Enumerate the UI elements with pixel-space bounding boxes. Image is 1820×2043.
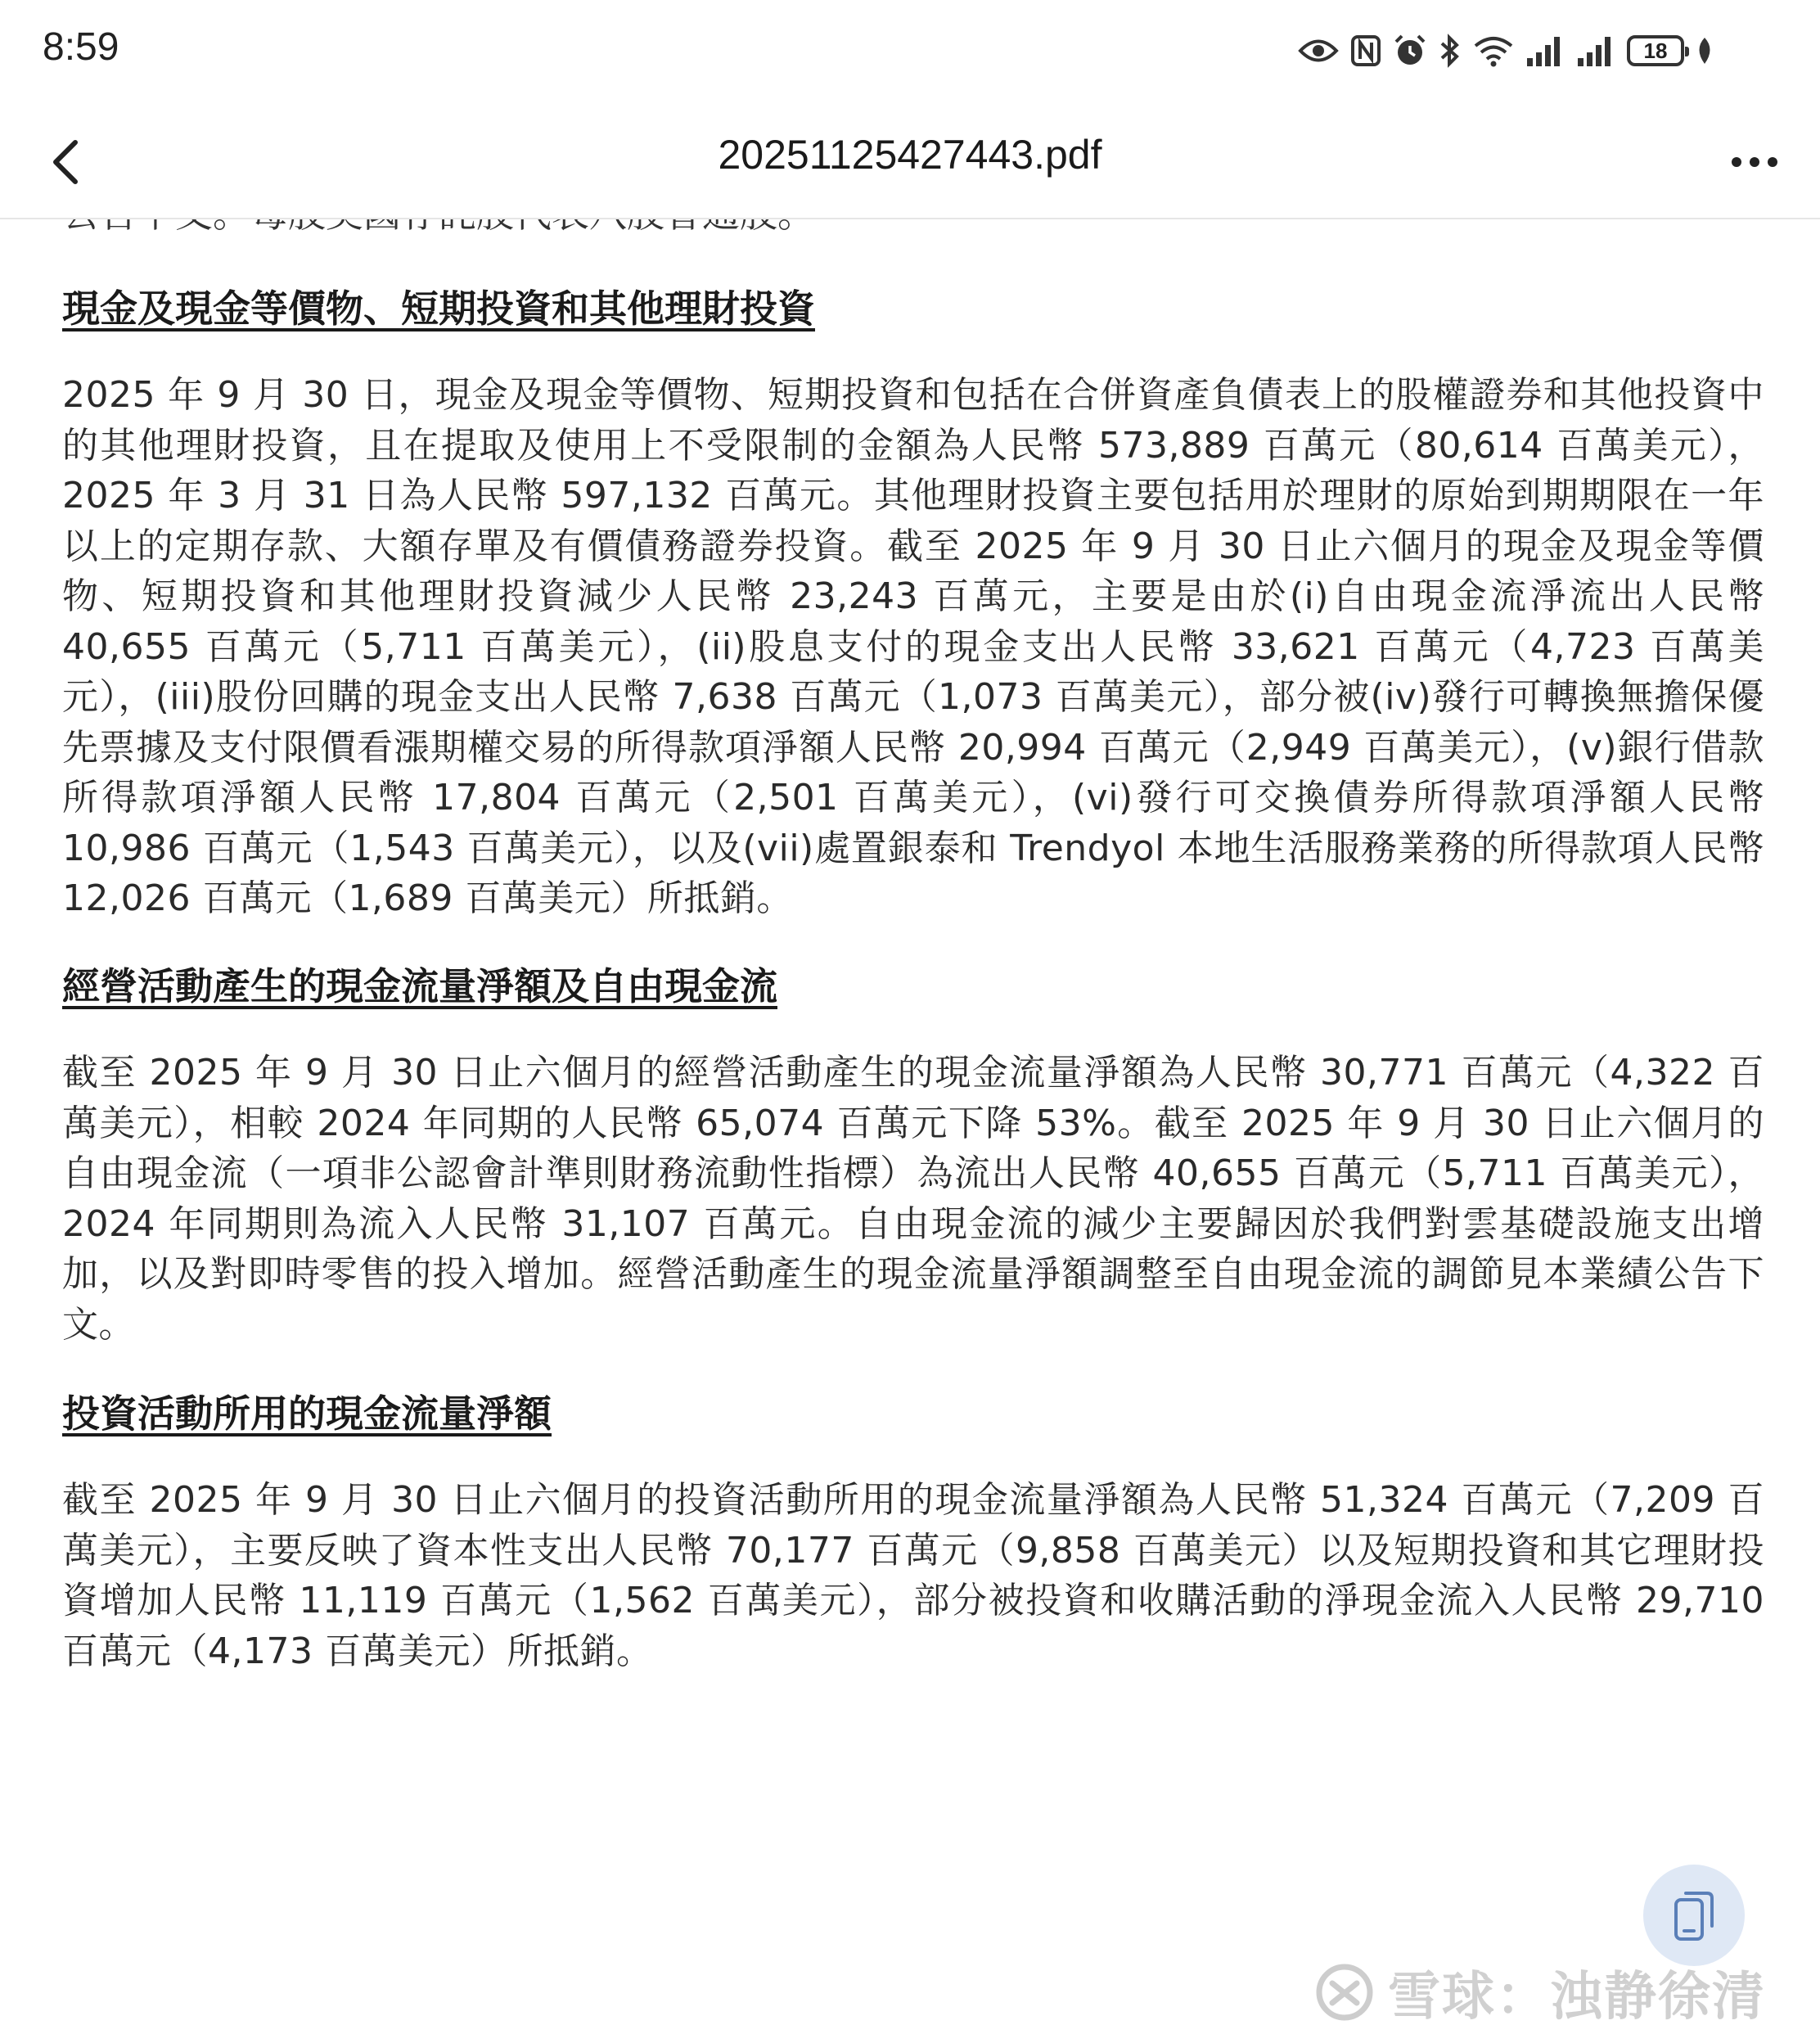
floating-action-button[interactable] xyxy=(1643,1865,1745,1966)
eye-icon xyxy=(1298,37,1339,65)
pdf-page-content[interactable] xyxy=(0,218,1820,2043)
section-paragraph-operating: 截至 2025 年 9 月 30 日止六個月的經營活動產生的現金流量淨額為人民幣 30,771 百萬元（4,322 百萬美元），相較 2024 年同期的人民幣 65,074 百萬元下降 53%。截至 2025 年 9 月 30 日止六個月的自由現金流（一項非公認會計準則財務流動性指標）為流出人民幣 40,655 百萬元（5,711 百萬美元），2024 年同期則為流入人民幣 31,107 百萬元。自由現金流的減少主要歸因於我們對雲基礎設施支出增加，以及對即時零售的投入增加。經營活動產生的現金流量淨額調整至自由現金流的調節見本業績公告下文。 xyxy=(62,1052,1764,1346)
more-options-button[interactable] xyxy=(1722,129,1787,195)
watermark xyxy=(1314,1955,1766,2030)
app-header xyxy=(0,106,1820,219)
section-heading-operating: 經營活動產生的現金流量淨額及自由現金流 xyxy=(62,964,777,1008)
status-time: 8:59 xyxy=(43,25,119,69)
status-bar xyxy=(0,0,1820,106)
section-paragraph-cash: 2025 年 9 月 30 日，現金及現金等價物、短期投資和包括在合併資產負債表上的股權證券和其他投資中的其他理財投資，且在提取及使用上不受限制的金額為人民幣 573,889 百萬元（80,614 百萬美元），2025 年 3 月 31 日為人民幣 597,132 百萬元。其他理財投資主要包括用於理財的原始到期期限在一年以上的定期存款、大額存單及有價債務證券投資。截至 2025 年 9 月 30 日止六個月的現金及現金等價物、短期投資和其他理財投資減少人民幣 23,243 百萬元，主要是由於(i)自由現金流淨流出人民幣 40,655 百萬元（5,711 百萬美元），(ii)股息支付的現金支出人民幣 33,621 百萬元（4,723 百萬美元），(iii)股份回購的現金支出人民幣 7,638 百萬元（1,073 百萬美元），部分被(iv)發行可轉換無擔保優先票據及支付限價看漲期權交易的所得款項淨額人民幣 20,994 百萬元（2,949 百萬美元），(v)銀行借款所得款項淨額人民幣 17,804 百萬元（2,501 百萬美元），(vi)發行可交換債券所得款項淨額人民幣 10,986 百萬元（1,543 百萬美元），以及(vii)處置銀泰和 Trendyol 本地生活服務業務的所得款項人民幣 12,026 百萬元（1,689 百萬美元）所抵銷。 xyxy=(62,374,1764,919)
section-heading-cash: 現金及現金等價物、短期投資和其他理財投資 xyxy=(62,286,815,331)
signal-icon xyxy=(1525,35,1565,66)
signal-icon xyxy=(1576,35,1615,66)
section-paragraph-investing: 截至 2025 年 9 月 30 日止六個月的投資活動所用的現金流量淨額為人民幣 51,324 百萬元（7,209 百萬美元），主要反映了資本性支出人民幣 70,177 百萬元（9,858 百萬美元）以及短期投資和其它理財投資增加人民幣 11,119 百萬元（1,562 百萬美元），部分被投資和收購活動的淨現金流入人民幣 29,710 百萬元（4,173 百萬美元）所抵銷。 xyxy=(62,1479,1764,1672)
document-title: 20251125427443.pdf xyxy=(718,132,1102,178)
wifi-icon xyxy=(1473,34,1514,67)
device-copy-icon xyxy=(1669,1888,1719,1942)
alarm-icon xyxy=(1393,34,1427,68)
battery-icon xyxy=(1627,35,1684,66)
battery-level: 18 xyxy=(1643,38,1668,63)
snowball-logo-icon xyxy=(1314,1962,1375,2023)
bluetooth-icon xyxy=(1439,34,1462,68)
more-dots-icon xyxy=(1730,156,1779,169)
section-heading-investing: 投資活動所用的現金流量淨額 xyxy=(62,1391,552,1436)
leaf-icon xyxy=(1696,36,1714,65)
watermark-text: 雪球：浊静徐清 xyxy=(1388,1967,1766,2027)
status-icons xyxy=(1298,28,1714,74)
nfc-icon xyxy=(1350,34,1381,67)
